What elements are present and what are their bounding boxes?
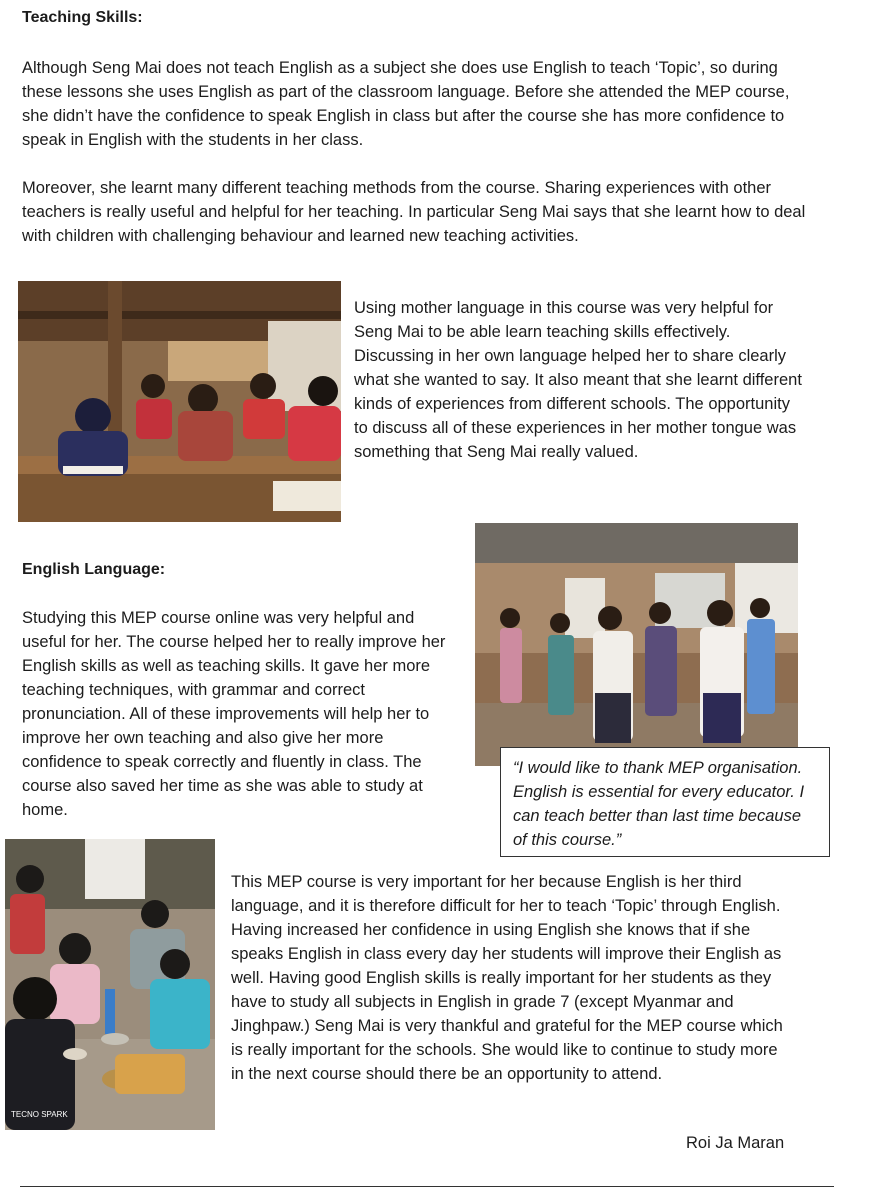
photo-watermark: TECNO SPARK: [11, 1110, 68, 1119]
students-standing-photo: [475, 523, 798, 766]
children-group-activity-photo: [5, 839, 215, 1130]
english-language-paragraph-2: This MEP course is very important for her because English is her third language, and it is therefore difficult for her to teach ‘Topic’ through English. Having increased her confidence in using English she knows that if she speaks English in class every day her students will improve their English as well. Having good English skills is really important for her students as they have to study all subjects in English in grade 7 (except Myanmar and Jinghpaw.) Seng Mai is very thankful and grateful for the MEP course which is really important for the schools. She would like to continue to study more in the next course should there be an opportunity to attend.: [231, 873, 783, 1083]
section-heading-teaching-skills: Teaching Skills:: [22, 9, 143, 26]
teaching-skills-paragraph-3: Using mother language in this course was very helpful for Seng Mai to be able learn teaching skills effectively. Discussing in her own language helped her to share clearly what she wanted to say. It also meant that she learnt different kinds of experiences from different schools. The opportunity to discuss all of these experiences in her mother tongue was something that Seng Mai really valued.: [354, 299, 802, 461]
classroom-photo: [18, 281, 341, 522]
section-heading-english-language: English Language:: [22, 561, 166, 578]
teaching-skills-paragraph-1: Although Seng Mai does not teach English as a subject she does use English to teach ‘Topic’, so during these lessons she uses English as part of the classroom language. Before she attended the MEP course, she didn’t have the confidence to speak English in class but after the course she has more confidence to speak in English with the students in her class.: [22, 59, 790, 149]
teacher-quote: “I would like to thank MEP organisation. English is essential for every educator. I can teach better than last time because of this course.”: [513, 759, 805, 849]
english-language-paragraph-1: Studying this MEP course online was very helpful and useful for her. The course helped her to really improve her English skills as well as teaching skills. It gave her more teaching techniques, with grammar and correct pronunciation. All of these improvements will help her to improve her own teaching and also give her more confidence to speak correctly and fluently in class. The course also saved her time as she was able to study at home.: [22, 609, 446, 819]
author-signature: Roi Ja Maran: [686, 1134, 785, 1152]
teacher-quote-box: [500, 747, 830, 857]
footer-divider: [20, 1186, 834, 1187]
teaching-skills-paragraph-2: Moreover, she learnt many different teaching methods from the course. Sharing experiences with other teachers is really useful and helpful for her teaching. In particular Seng Mai says that she learnt how to deal with children with challenging behaviour and learned new teaching activities.: [22, 179, 806, 245]
